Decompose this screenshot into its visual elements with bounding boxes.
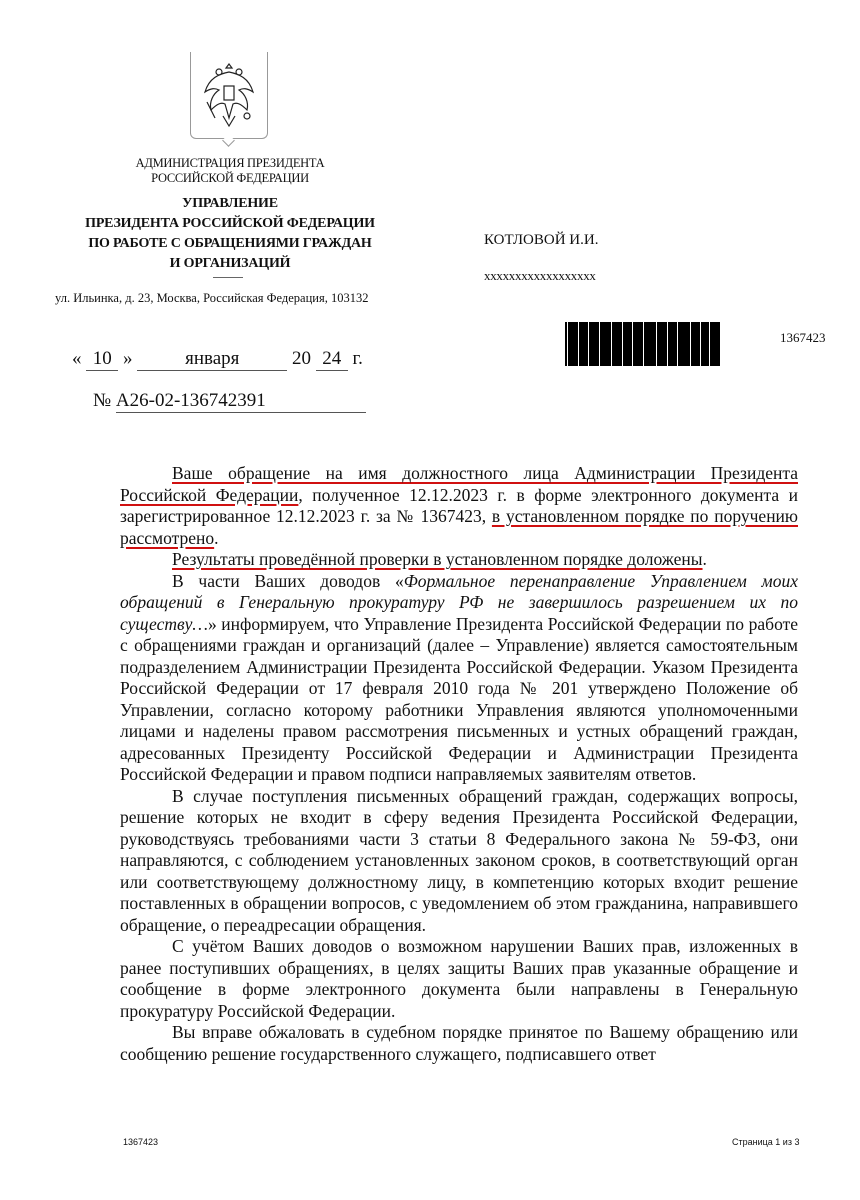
date-year: 24	[316, 348, 348, 371]
department-line-2: ПРЕЗИДЕНТА РОССИЙСКОЙ ФЕДЕРАЦИИ	[85, 216, 375, 231]
date-suffix: г.	[352, 348, 363, 369]
highlighted-text: в установленном порядке по поручению рассмотрено	[120, 506, 798, 548]
date-century: 20	[292, 348, 311, 369]
highlighted-text: Результаты проведённой проверки в установленном порядке доложены	[172, 549, 703, 569]
footer-page-number: Страница 1 из 3	[732, 1137, 800, 1147]
paragraph-1: Ваше обращение на имя должностного лица Администрации Президента Российской Федерации, полученное 12.12.2023 г. в форме электронного документа и зарегистрированное 12.12.2023 г. за № 1367423, в установленном порядке по поручению рассмотрено.	[120, 463, 799, 548]
header-divider	[213, 277, 243, 278]
department-line-4: И ОРГАНИЗАЦИЙ	[169, 256, 291, 271]
letter-date	[72, 348, 363, 371]
date-month: января	[137, 348, 287, 371]
administration-line-1: АДМИНИСТРАЦИЯ ПРЕЗИДЕНТА	[135, 156, 325, 170]
date-open-quote: «	[72, 348, 82, 369]
paragraph-5: С учётом Ваших доводов о возможном нарушении Ваших прав, изложенных в ранее поступивших обращениях, в целях защиты Ваших прав указанные обращение и сообщение в форме электронного документа были направлены в Генеральную прокуратуру Российской Федерации.	[120, 936, 798, 1021]
number-sign: №	[93, 390, 112, 411]
recipient-address: xxxxxxxxxxxxxxxxxx	[484, 268, 596, 283]
quoted-argument: Формальное перенаправление Управлением моих обращений в Генеральную прокуратуру РФ не завершилось разрешением их по существу…	[120, 570, 798, 634]
barcode-number: 1367423	[780, 330, 826, 345]
footer-doc-id: 1367423	[123, 1137, 159, 1147]
date-close-quote: »	[123, 348, 133, 369]
date-day: 10	[86, 348, 118, 371]
letter-body	[120, 463, 798, 1065]
department-line-1: УПРАВЛЕНИЕ	[182, 196, 278, 211]
highlighted-text: Ваше обращение на имя должностного лица Администрации Президента Российской Федерации	[120, 463, 798, 505]
paragraph-6: Вы вправе обжаловать в судебном порядке принятое по Вашему обращению или сообщению решение государственного служащего, подписавшего ответ	[120, 1022, 798, 1064]
registration-number	[93, 390, 366, 413]
paragraph-2: Результаты проведённой проверки в установленном порядке доложены.	[172, 549, 707, 569]
administration-line-2: РОССИЙСКОЙ ФЕДЕРАЦИИ	[151, 171, 309, 185]
registration-number-value: А26-02-136742391	[116, 390, 366, 413]
department-line-3: ПО РАБОТЕ С ОБРАЩЕНИЯМИ ГРАЖДАН	[88, 236, 372, 251]
recipient-name: КОТЛОВОЙ И.И.	[484, 232, 599, 248]
double-headed-eagle-icon	[199, 58, 259, 132]
coat-of-arms-emblem	[190, 52, 268, 139]
paragraph-3: В части Ваших доводов «Формальное перенаправление Управлением моих обращений в Генеральную прокуратуру РФ не завершилось разрешением их по существу…» информируем, что Управление Президента Российской Федерации по работе с обращениями граждан и организаций (далее – Управление) является самостоятельным подразделением Администрации Президента Российской Федерации. Указом Президента Российской Федерации от 17 февраля 2010 года № 201 утверждено Положение об Управлении, согласно которому работники Управления являются уполномоченными лицами и наделены правом рассмотрения письменных и устных обращений граждан, адресованных Президенту Российской Федерации и Администрации Президента Российской Федерации и правом подписи направляемых заявителям ответов.	[120, 570, 798, 784]
sender-address: ул. Ильинка, д. 23, Москва, Российская Федерация, 103132	[55, 291, 369, 305]
barcode	[565, 322, 721, 366]
paragraph-4: В случае поступления письменных обращений граждан, содержащих вопросы, решение которых не входит в сферу ведения Президента Российской Федерации, руководствуясь требованиями части 3 статьи 8 Федерального закона № 59-ФЗ, они направляются, с соблюдением установленных законом сроков, в соответствующий орган или соответствующему должностному лицу, в компетенцию которых входит решение поставленных в обращении вопросов, с уведомлением об этом гражданина, направившего обращение, о переадресации обращения.	[120, 785, 798, 935]
